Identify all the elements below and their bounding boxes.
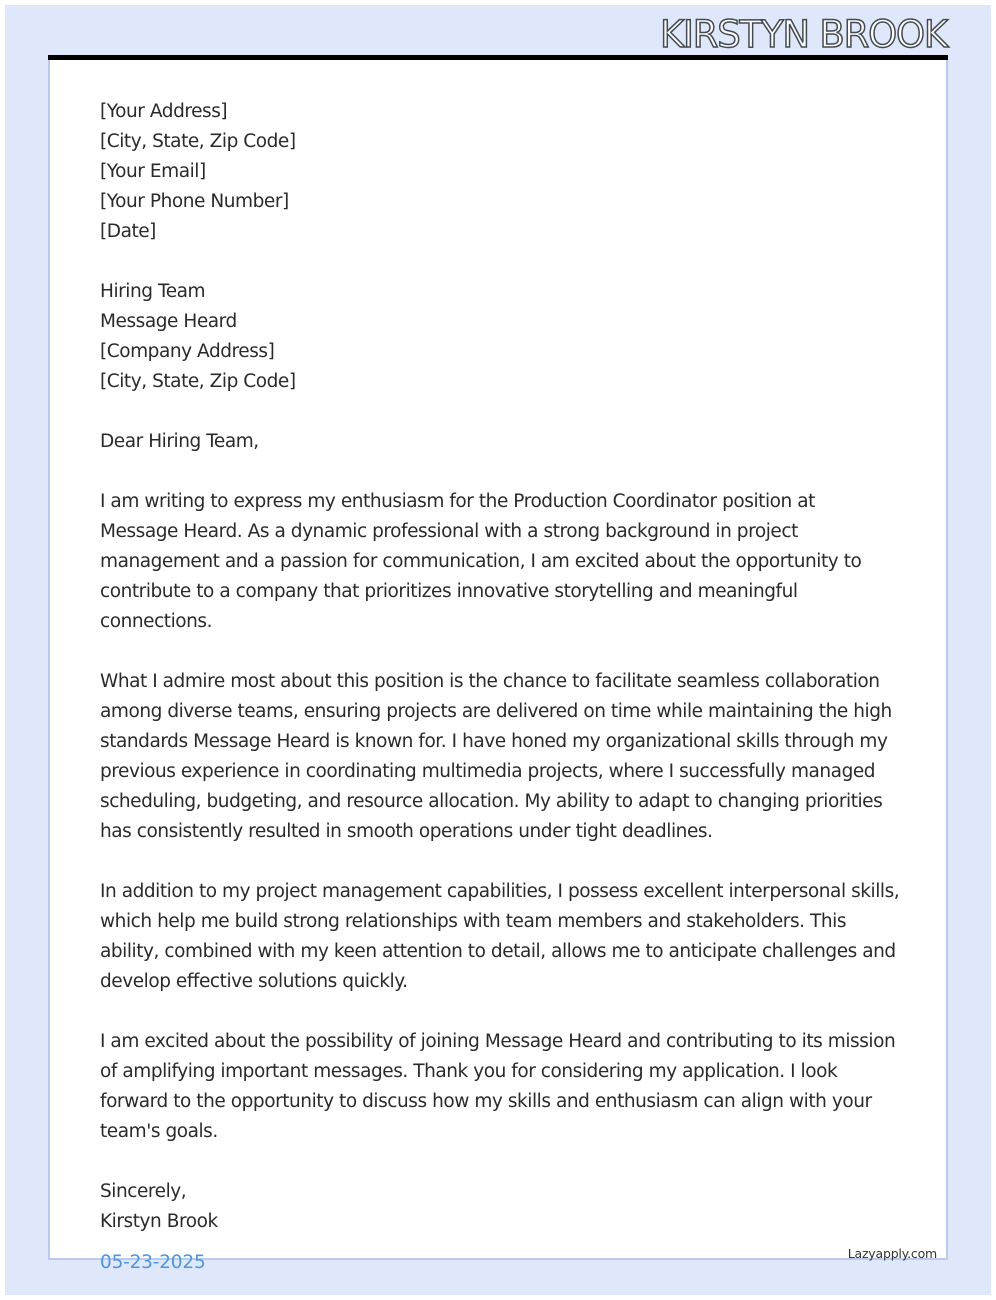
paragraph-line: Message Heard. As a dynamic professional with a strong background in project [100, 521, 798, 542]
paragraph-line: I am writing to express my enthusiasm for the Production Coordinator position at [100, 491, 815, 512]
source-watermark: Lazyapply.com [847, 1246, 937, 1261]
paragraph-line: which help me build strong relationships with team members and stakeholders. This [100, 911, 847, 932]
sender-city-state-zip: [City, State, Zip Code] [100, 131, 296, 152]
signature-block [100, 1177, 905, 1237]
sender-address: [Your Address] [100, 101, 228, 122]
sender-date: [Date] [100, 221, 156, 242]
paragraph-line: team's goals. [100, 1121, 218, 1142]
salutation [100, 427, 905, 457]
footer-date: 05-23-2025 [100, 1252, 206, 1273]
paragraph-line: I am excited about the possibility of joining Message Heard and contributing to its mission [100, 1031, 896, 1052]
recipient-address: [Company Address] [100, 341, 275, 362]
paragraph-line: among diverse teams, ensuring projects are delivered on time while maintaining the high [100, 701, 892, 722]
paragraph-line: contribute to a company that prioritizes innovative storytelling and meaningful [100, 581, 798, 602]
signature-name: Kirstyn Brook [100, 1211, 218, 1232]
paragraph-line: forward to the opportunity to discuss how my skills and enthusiasm can align with your [100, 1091, 872, 1112]
recipient-name: Hiring Team [100, 281, 206, 302]
paragraph-skills [100, 877, 905, 997]
sender-block [100, 97, 905, 247]
paragraph-line: has consistently resulted in smooth operations under tight deadlines. [100, 821, 713, 842]
paragraph-experience [100, 667, 905, 847]
valediction: Sincerely, [100, 1181, 187, 1202]
sender-phone: [Your Phone Number] [100, 191, 289, 212]
recipient-city-state-zip: [City, State, Zip Code] [100, 371, 296, 392]
paragraph-line: scheduling, budgeting, and resource allocation. My ability to adapt to changing priorities [100, 791, 883, 812]
paragraph-line: In addition to my project management capabilities, I possess excellent interpersonal skills, [100, 881, 900, 902]
applicant-name-heading: KIRSTYN BROOK [659, 13, 947, 56]
recipient-block [100, 277, 905, 397]
salutation-text: Dear Hiring Team, [100, 431, 259, 452]
paragraph-line: standards Message Heard is known for. I have honed my organizational skills through my [100, 731, 888, 752]
paragraph-closing [100, 1027, 905, 1147]
paragraph-line: management and a passion for communication, I am excited about the opportunity to [100, 551, 862, 572]
paragraph-line: develop effective solutions quickly. [100, 971, 408, 992]
paragraph-line: previous experience in coordinating multimedia projects, where I successfully managed [100, 761, 876, 782]
paragraph-line: of amplifying important messages. Thank you for considering my application. I look [100, 1061, 838, 1082]
cover-letter-body [100, 97, 905, 1267]
recipient-company: Message Heard [100, 311, 237, 332]
paragraph-line: What I admire most about this position is the chance to facilitate seamless collaboration [100, 671, 880, 692]
paragraph-line: ability, combined with my keen attention to detail, allows me to anticipate challenges and [100, 941, 896, 962]
paragraph-intro [100, 487, 905, 637]
sender-email: [Your Email] [100, 161, 206, 182]
paragraph-line: connections. [100, 611, 213, 632]
